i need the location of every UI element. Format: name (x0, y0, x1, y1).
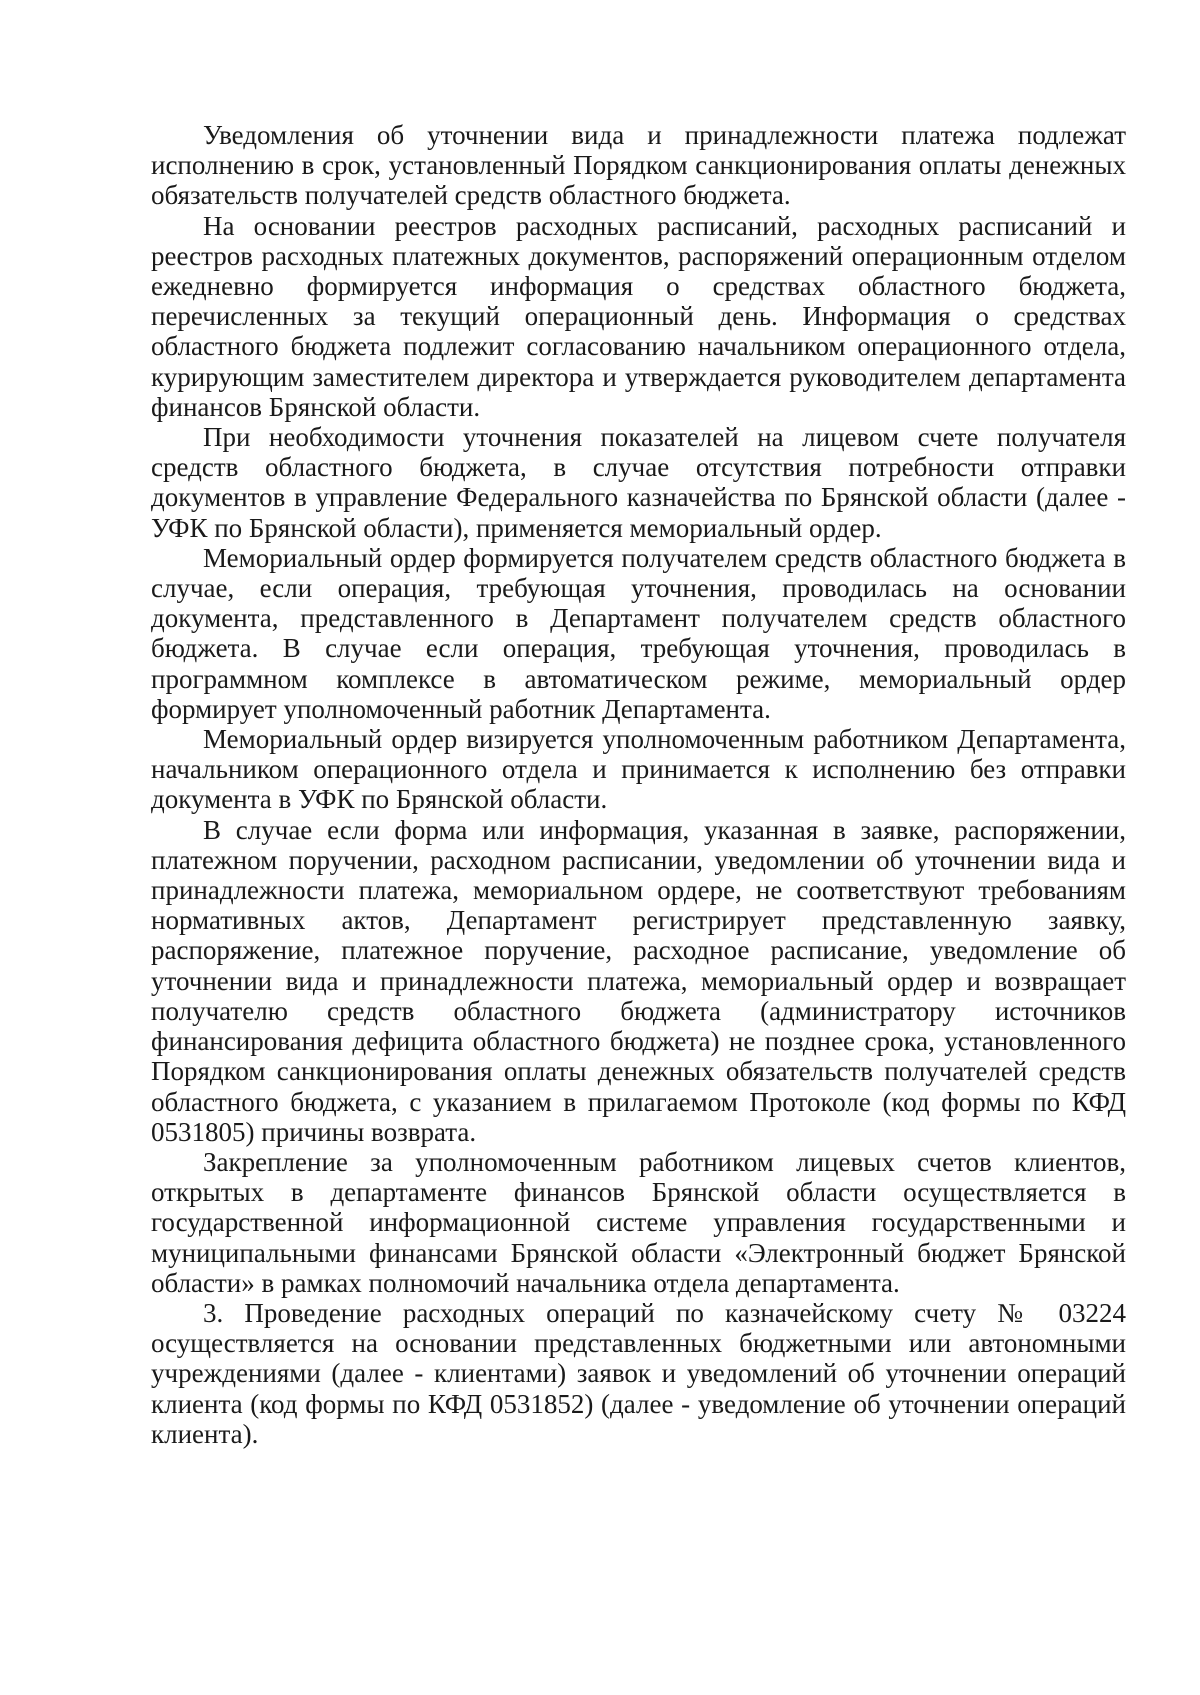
paragraph-account-assignment: Закрепление за уполномоченным работником лицевых счетов клиентов, открытых в департаменте финансов Брянской области осуществляется в государственной информационной системе управления государственными и муниципальными финансами Брянской области «Электронный бюджет Брянской области» в рамках полномочий начальника отдела департамента. (151, 1146, 1126, 1298)
paragraph-memorial-order-approval: Мемориальный ордер визируется уполномоченным работником Департамента, начальником операционного отдела и принимается к исполнению без отправки документа в УФК по Брянской области. (151, 724, 1126, 815)
paragraph-payment-notice-deadline: Уведомления об уточнении вида и принадлежности платежа подлежат исполнению в срок, установленный Порядком санкционирования оплаты денежных обязательств получателей средств областного бюджета. (151, 120, 1126, 211)
paragraph-document-return: В случае если форма или информация, указанная в заявке, распоряжении, платежном поручении, расходном расписании, уведомлении об уточнении вида и принадлежности платежа, мемориальном ордере, не соответствуют требованиям нормативных актов, Департамент регистрирует представленную заявку, распоряжение, платежное поручение, расходное расписание, уведомление об уточнении вида и принадлежности платежа, мемориальный ордер и возвращает получателю средств областного бюджета (администратору источников финансирования дефицита областного бюджета) не позднее срока, установленного Порядком санкционирования оплаты денежных обязательств получателей средств областного бюджета, с указанием в прилагаемом Протоколе (код формы по КФД 0531805) причины возврата. (151, 814, 1126, 1147)
paragraph-section-3-expense-operations: 3. Проведение расходных операций по казначейскому счету № 03224 осуществляется на основании представленных бюджетными или автономными учреждениями (далее - клиентами) заявок и уведомлений об уточнении операций клиента (код формы по КФД 0531852) (далее - уведомление об уточнении операций клиента). (151, 1297, 1126, 1449)
paragraph-daily-budget-info: На основании реестров расходных расписаний, расходных расписаний и реестров расходных платежных документов, распоряжений операционным отделом ежедневно формируется информация о средствах областного бюджета, перечисленных за текущий операционный день. Информация о средствах областного бюджета подлежит согласованию начальником операционного отдела, курирующим заместителем директора и утверждается руководителем департамента финансов Брянской области. (151, 210, 1126, 422)
paragraph-memorial-order-formation: Мемориальный ордер формируется получателем средств областного бюджета в случае, если операция, требующая уточнения, проводилась на основании документа, представленного в Департамент получателем средств областного бюджета. В случае если операция, требующая уточнения, проводилась в программном комплексе в автоматическом режиме, мемориальный ордер формирует уполномоченный работник Департамента. (151, 542, 1126, 724)
document-body (151, 120, 1126, 1449)
paragraph-memorial-order-usage: При необходимости уточнения показателей на лицевом счете получателя средств областного бюджета, в случае отсутствия потребности отправки документов в управление Федерального казначейства по Брянской области (далее - УФК по Брянской области), применяется мемориальный ордер. (151, 422, 1126, 543)
